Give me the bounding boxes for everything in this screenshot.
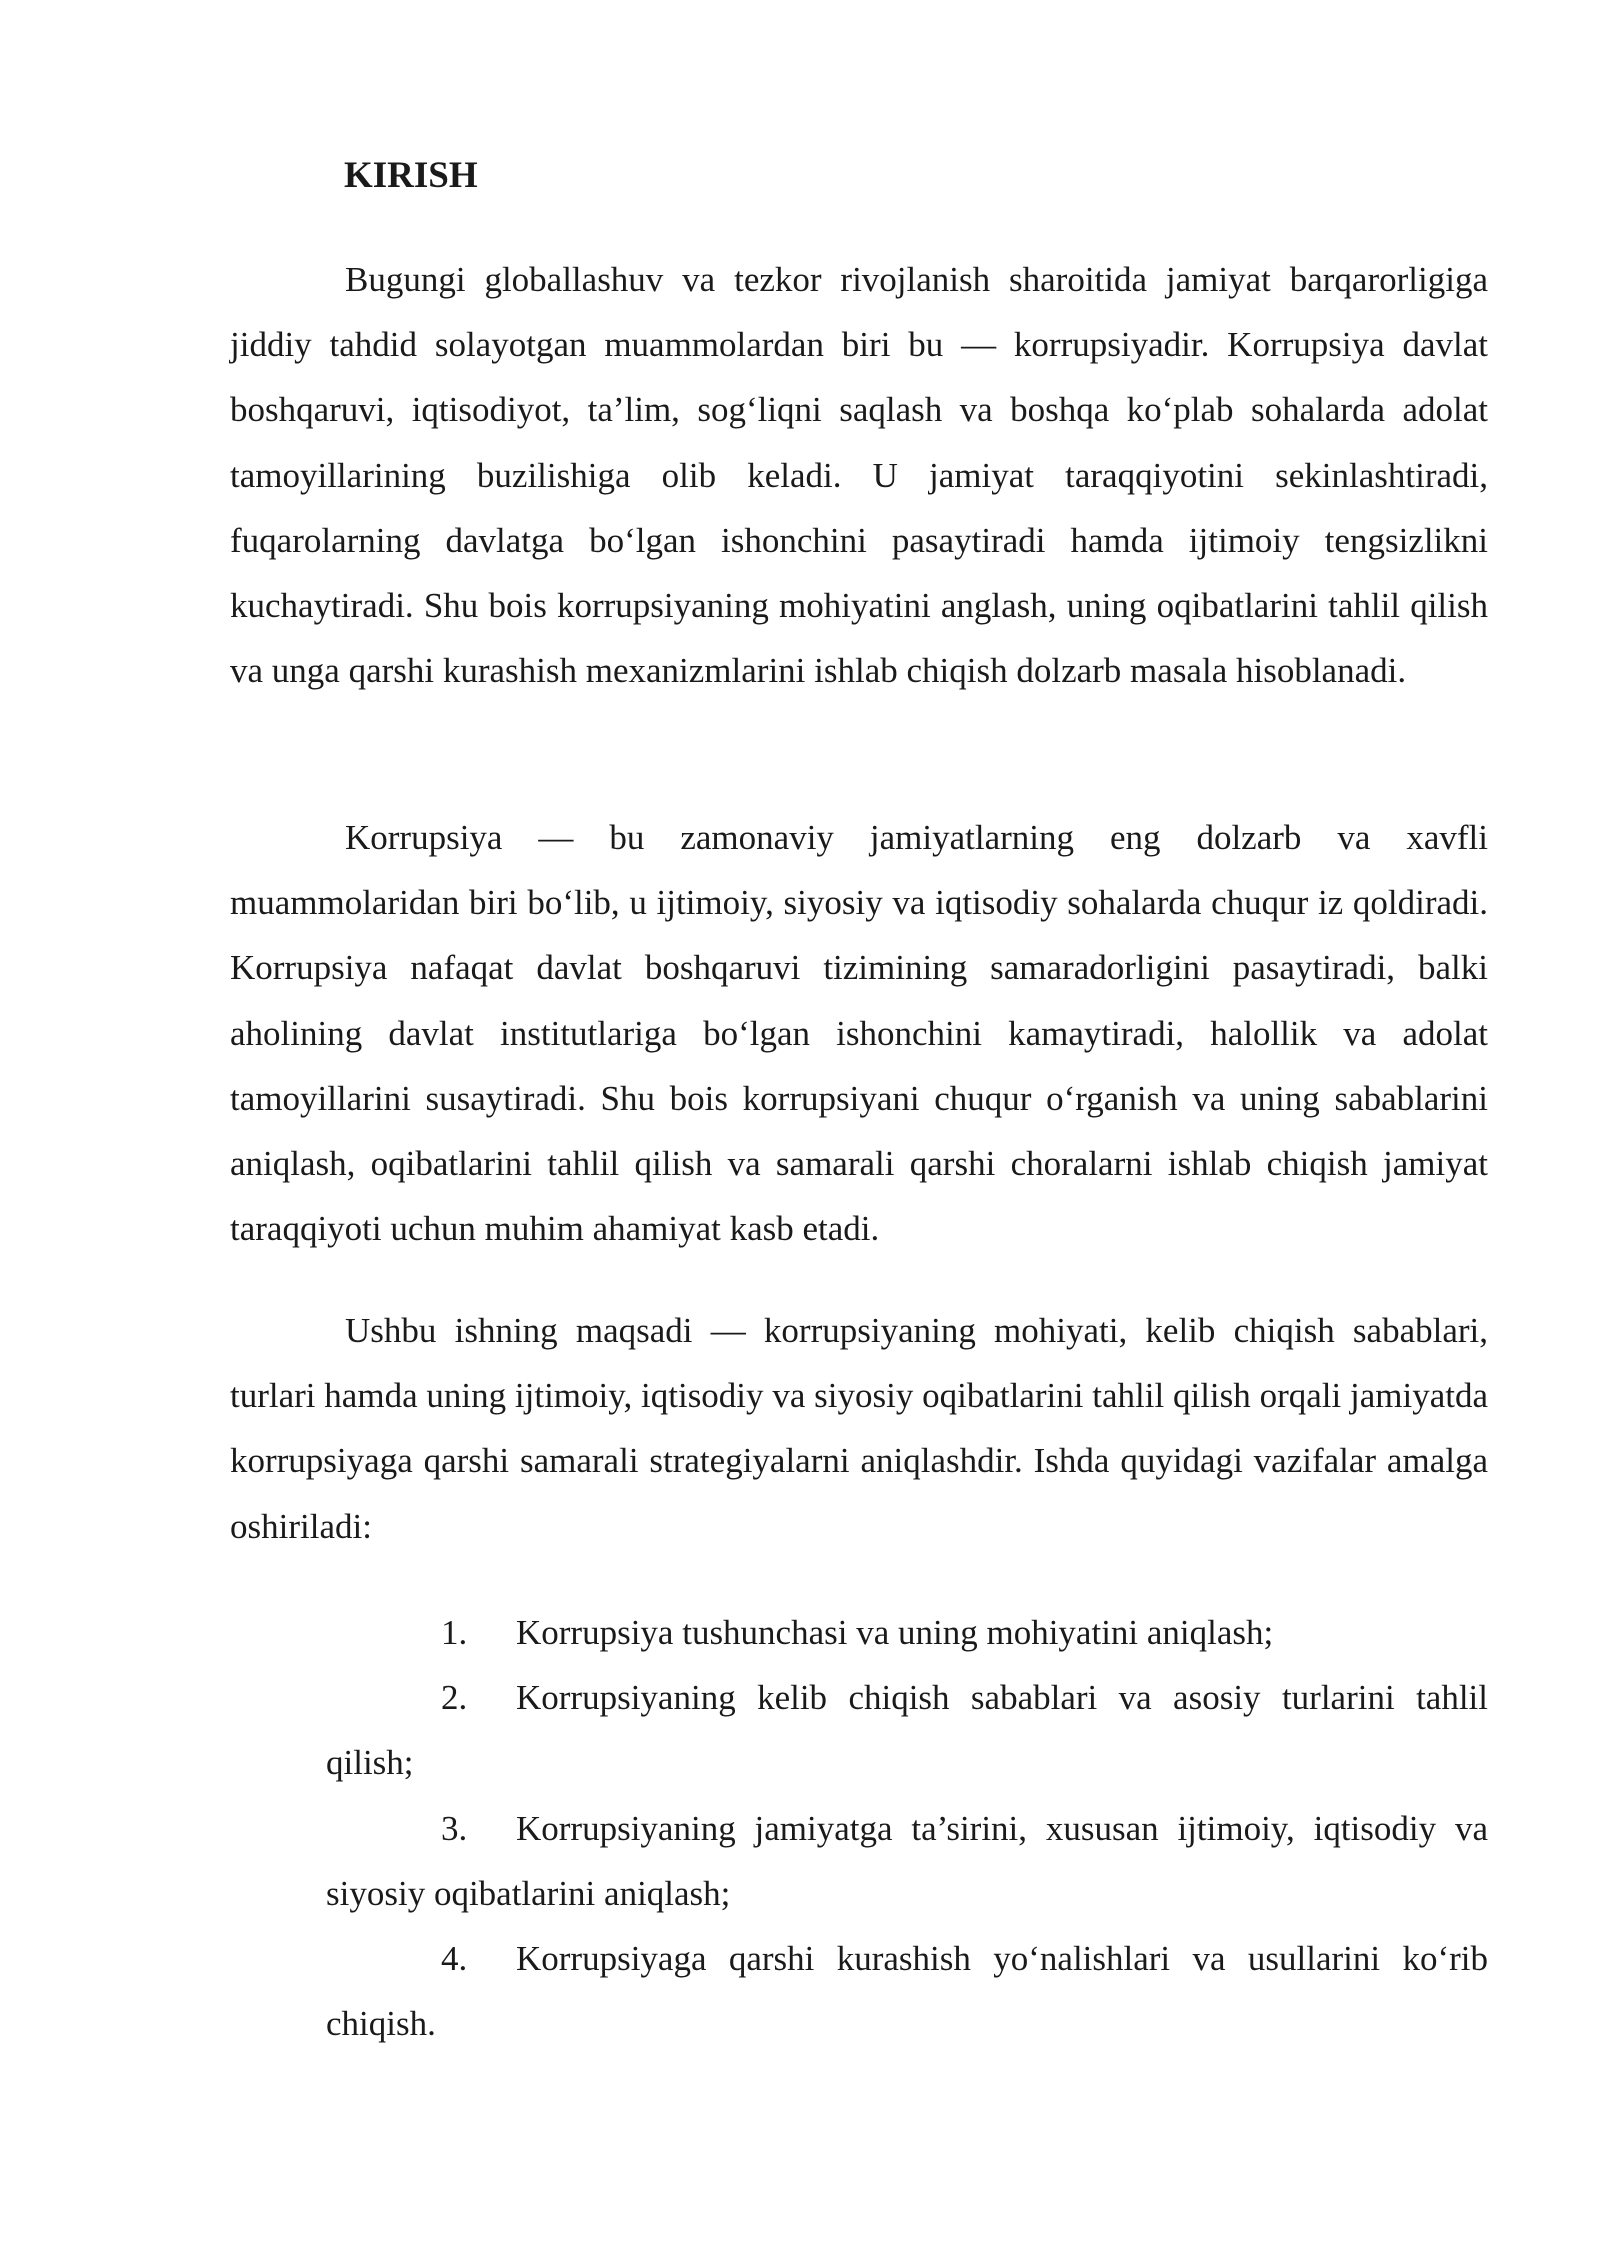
paragraph-corruption-overview: Korrupsiya — bu zamonaviy jamiyatlarning eng dolzarb va xavfli muammolaridan biri bo‘lib, u ijtimoiy, siyosiy va iqtisodiy sohalarda chuqur iz qoldiradi. Korrupsiya nafaqat davlat boshqaruvi tizimining samaradorligini pasaytiradi, balki aholining davlat institutlariga bo‘lgan ishonchini kamaytiradi, halollik va adolat tamoyillarini susaytiradi. Shu bois korrupsiyani chuqur o‘rganish va uning sabablarini aniqlash, oqibatlarini tahlil qilish va samarali qarshi choralarni ishlab chiqish jamiyat taraqqiyoti uchun muhim ahamiyat kasb etadi. bbox=[230, 818, 1488, 1249]
task-text: Korrupsiyaning jamiyatga ta’sirini, xususan ijtimoiy, iqtisodiy va siyosiy oqibatlarini aniqlash; bbox=[326, 1808, 1488, 1913]
section-heading: KIRISH bbox=[344, 155, 478, 196]
task-list bbox=[326, 1600, 1488, 2056]
task-item bbox=[326, 1796, 1488, 1926]
task-item bbox=[326, 1600, 1488, 1665]
task-number: 4. bbox=[441, 1939, 468, 1979]
task-number: 1. bbox=[441, 1613, 468, 1652]
task-text: Korrupsiya tushunchasi va uning mohiyatini aniqlash; bbox=[516, 1613, 1274, 1652]
task-number: 3. bbox=[441, 1808, 468, 1848]
paragraph-work-goal: Ushbu ishning maqsadi — korrupsiyaning mohiyati, kelib chiqish sabablari, turlari hamda uning ijtimoiy, iqtisodiy va siyosiy oqibatlarini tahlil qilish orqali jamiyatda korrupsiyaga qarshi samarali strategiyalarni aniqlashdir. Ishda quyidagi vazifalar amalga oshiriladi: bbox=[230, 1311, 1488, 1546]
task-text: Korrupsiyaga qarshi kurashish yo‘nalishlari va usullarini ko‘rib chiqish. bbox=[326, 1939, 1488, 2044]
task-item bbox=[326, 1665, 1488, 1795]
task-item bbox=[326, 1926, 1488, 2056]
task-text: Korrupsiyaning kelib chiqish sabablari va asosiy turlarini tahlil qilish; bbox=[326, 1678, 1488, 1783]
task-number: 2. bbox=[441, 1678, 468, 1718]
paragraph-intro: Bugungi globallashuv va tezkor rivojlanish sharoitida jamiyat barqarorligiga jiddiy tahdid solayotgan muammolardan biri bu — korrupsiyadir. Korrupsiya davlat boshqaruvi, iqtisodiyot, ta’lim, sog‘liqni saqlash va boshqa ko‘plab sohalarda adolat tamoyillarining buzilishiga olib keladi. U jamiyat taraqqiyotini sekinlashtiradi, fuqarolarning davlatga bo‘lgan ishonchini pasaytiradi hamda ijtimoiy tengsizlikni kuchaytiradi. Shu bois korrupsiyaning mohiyatini anglash, uning oqibatlarini tahlil qilish va unga qarshi kurashish mexanizmlarini ishlab chiqish dolzarb masala hisoblanadi. bbox=[230, 260, 1488, 691]
